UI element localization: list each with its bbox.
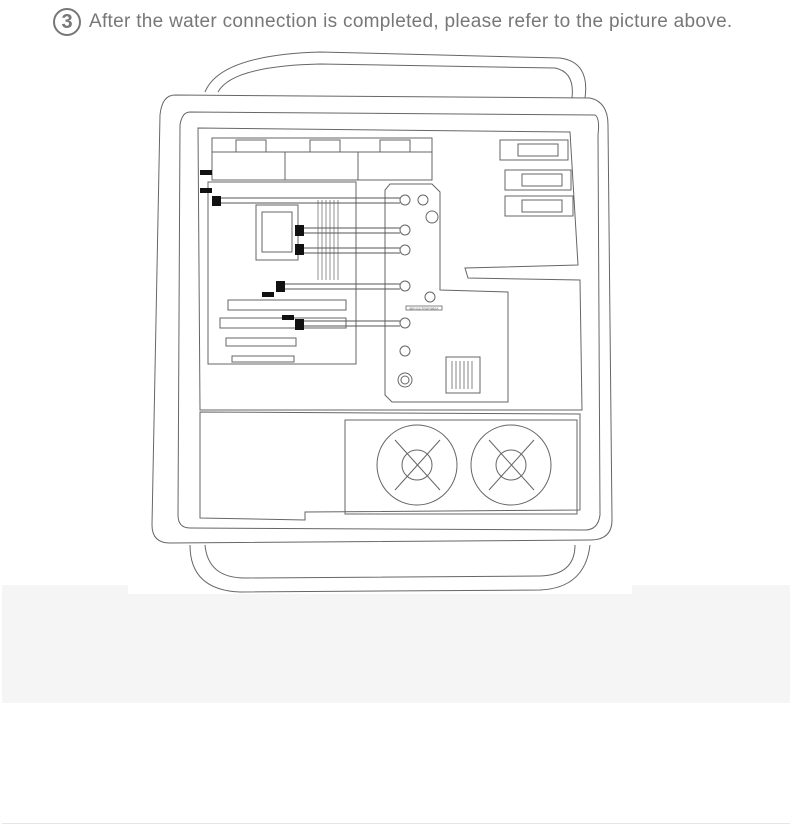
case-bottom-base	[190, 545, 590, 592]
drive-bay-3	[505, 196, 573, 216]
water-tubes	[218, 198, 400, 326]
pump-heatsink	[446, 357, 480, 393]
plate-ports	[398, 195, 438, 387]
top-radiator	[212, 138, 432, 180]
ram-slots	[318, 200, 338, 280]
psu-fan-panel	[345, 420, 577, 514]
gpu-slot-1	[228, 300, 346, 310]
case-top-handle	[205, 52, 586, 98]
drive-bay-2	[505, 170, 571, 190]
bottom-fan-1	[377, 425, 457, 505]
diagram-card	[128, 48, 632, 594]
step-number-badge: 3	[53, 8, 81, 36]
case-outer	[152, 95, 612, 543]
plate-label-text: BBY-GS-TRSP-BBSX	[409, 306, 439, 311]
pc-case-diagram	[128, 48, 632, 594]
fittings	[200, 170, 304, 330]
step-instruction-text: After the water connection is completed, please refer to the picture above.	[89, 11, 733, 32]
psu-shroud	[200, 412, 580, 520]
gray-band	[2, 585, 790, 703]
step-instruction	[53, 8, 733, 36]
bottom-fan-2	[471, 425, 551, 505]
